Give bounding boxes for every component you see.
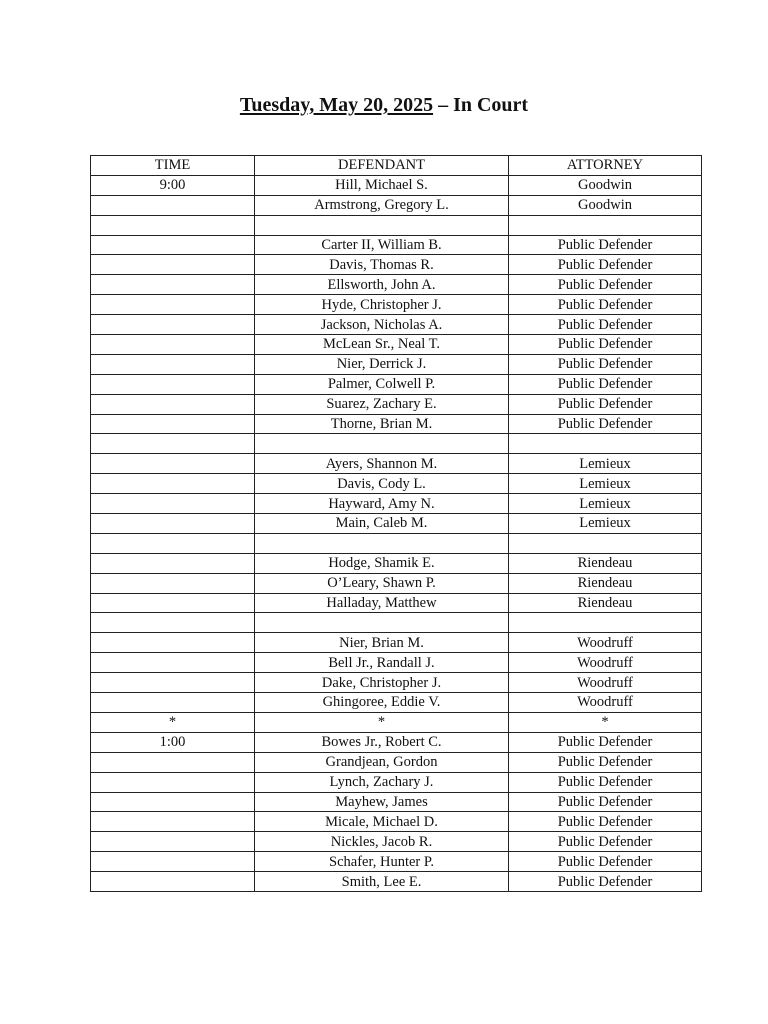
defendant-cell: Carter II, William B. bbox=[255, 235, 509, 255]
defendant-cell: McLean Sr., Neal T. bbox=[255, 335, 509, 355]
table-row bbox=[91, 474, 702, 494]
attorney-cell: Lemieux bbox=[509, 474, 702, 494]
table-row bbox=[91, 454, 702, 474]
table-row bbox=[91, 255, 702, 275]
attorney-cell: Public Defender bbox=[509, 335, 702, 355]
table-body bbox=[91, 175, 702, 891]
attorney-cell: Public Defender bbox=[509, 872, 702, 892]
table-row bbox=[91, 712, 702, 732]
attorney-cell: Public Defender bbox=[509, 235, 702, 255]
attorney-cell: Lemieux bbox=[509, 494, 702, 514]
table-row bbox=[91, 394, 702, 414]
column-header-defendant: DEFENDANT bbox=[255, 156, 509, 176]
attorney-cell bbox=[509, 613, 702, 633]
defendant-cell: Ellsworth, John A. bbox=[255, 275, 509, 295]
attorney-cell: Public Defender bbox=[509, 394, 702, 414]
attorney-cell: Public Defender bbox=[509, 255, 702, 275]
defendant-cell: Hodge, Shamik E. bbox=[255, 553, 509, 573]
defendant-cell: Hayward, Amy N. bbox=[255, 494, 509, 514]
table-row bbox=[91, 613, 702, 633]
time-cell bbox=[91, 593, 255, 613]
table-row bbox=[91, 494, 702, 514]
defendant-cell: Hyde, Christopher J. bbox=[255, 295, 509, 315]
time-cell bbox=[91, 374, 255, 394]
defendant-cell: Halladay, Matthew bbox=[255, 593, 509, 613]
table-row bbox=[91, 653, 702, 673]
time-cell bbox=[91, 752, 255, 772]
attorney-cell: Lemieux bbox=[509, 514, 702, 534]
attorney-cell: Public Defender bbox=[509, 732, 702, 752]
time-cell bbox=[91, 255, 255, 275]
time-cell bbox=[91, 235, 255, 255]
table-row bbox=[91, 533, 702, 553]
time-cell bbox=[91, 533, 255, 553]
attorney-cell: Woodruff bbox=[509, 653, 702, 673]
title-suffix: – In Court bbox=[433, 94, 529, 116]
time-cell bbox=[91, 474, 255, 494]
time-cell bbox=[91, 553, 255, 573]
time-cell bbox=[91, 514, 255, 534]
defendant-cell: Ghingoree, Eddie V. bbox=[255, 693, 509, 713]
defendant-cell: Smith, Lee E. bbox=[255, 872, 509, 892]
attorney-cell: Woodruff bbox=[509, 693, 702, 713]
time-cell bbox=[91, 633, 255, 653]
time-cell bbox=[91, 812, 255, 832]
time-cell bbox=[91, 852, 255, 872]
table-row bbox=[91, 852, 702, 872]
column-header-attorney: ATTORNEY bbox=[509, 156, 702, 176]
defendant-cell: * bbox=[255, 712, 509, 732]
table-row bbox=[91, 175, 702, 195]
attorney-cell: * bbox=[509, 712, 702, 732]
time-cell bbox=[91, 772, 255, 792]
table-row bbox=[91, 812, 702, 832]
defendant-cell: Schafer, Hunter P. bbox=[255, 852, 509, 872]
defendant-cell: Dake, Christopher J. bbox=[255, 673, 509, 693]
defendant-cell: Micale, Michael D. bbox=[255, 812, 509, 832]
attorney-cell: Public Defender bbox=[509, 812, 702, 832]
time-cell bbox=[91, 832, 255, 852]
court-docket-table bbox=[90, 155, 702, 892]
table-row bbox=[91, 235, 702, 255]
table-row bbox=[91, 673, 702, 693]
defendant-cell: Nier, Brian M. bbox=[255, 633, 509, 653]
table-row bbox=[91, 215, 702, 235]
table-row bbox=[91, 354, 702, 374]
defendant-cell: Nier, Derrick J. bbox=[255, 354, 509, 374]
table-row bbox=[91, 752, 702, 772]
table-row bbox=[91, 573, 702, 593]
defendant-cell bbox=[255, 434, 509, 454]
time-cell bbox=[91, 354, 255, 374]
table-row bbox=[91, 295, 702, 315]
attorney-cell: Goodwin bbox=[509, 175, 702, 195]
time-cell: 1:00 bbox=[91, 732, 255, 752]
defendant-cell: Jackson, Nicholas A. bbox=[255, 315, 509, 335]
time-cell bbox=[91, 315, 255, 335]
table-row bbox=[91, 514, 702, 534]
time-cell bbox=[91, 653, 255, 673]
time-cell bbox=[91, 573, 255, 593]
table-row bbox=[91, 434, 702, 454]
defendant-cell bbox=[255, 533, 509, 553]
attorney-cell: Public Defender bbox=[509, 275, 702, 295]
defendant-cell: Armstrong, Gregory L. bbox=[255, 195, 509, 215]
time-cell bbox=[91, 454, 255, 474]
defendant-cell: Nickles, Jacob R. bbox=[255, 832, 509, 852]
attorney-cell bbox=[509, 215, 702, 235]
time-cell bbox=[91, 394, 255, 414]
attorney-cell: Public Defender bbox=[509, 852, 702, 872]
table-row bbox=[91, 195, 702, 215]
defendant-cell: Lynch, Zachary J. bbox=[255, 772, 509, 792]
time-cell bbox=[91, 295, 255, 315]
attorney-cell: Public Defender bbox=[509, 752, 702, 772]
page-title bbox=[0, 92, 768, 118]
table-row bbox=[91, 872, 702, 892]
column-header-time: TIME bbox=[91, 156, 255, 176]
time-cell bbox=[91, 195, 255, 215]
defendant-cell: Suarez, Zachary E. bbox=[255, 394, 509, 414]
defendant-cell: Bowes Jr., Robert C. bbox=[255, 732, 509, 752]
table-row bbox=[91, 315, 702, 335]
table-row bbox=[91, 553, 702, 573]
attorney-cell: Public Defender bbox=[509, 374, 702, 394]
attorney-cell: Riendeau bbox=[509, 593, 702, 613]
time-cell bbox=[91, 335, 255, 355]
table-row bbox=[91, 335, 702, 355]
time-cell bbox=[91, 434, 255, 454]
time-cell bbox=[91, 792, 255, 812]
attorney-cell: Lemieux bbox=[509, 454, 702, 474]
table-row bbox=[91, 414, 702, 434]
defendant-cell: O’Leary, Shawn P. bbox=[255, 573, 509, 593]
defendant-cell bbox=[255, 613, 509, 633]
time-cell bbox=[91, 613, 255, 633]
attorney-cell: Riendeau bbox=[509, 573, 702, 593]
table-row bbox=[91, 275, 702, 295]
defendant-cell bbox=[255, 215, 509, 235]
header-row bbox=[91, 156, 702, 176]
table-row bbox=[91, 593, 702, 613]
attorney-cell bbox=[509, 533, 702, 553]
table-row bbox=[91, 832, 702, 852]
defendant-cell: Mayhew, James bbox=[255, 792, 509, 812]
defendant-cell: Davis, Cody L. bbox=[255, 474, 509, 494]
attorney-cell: Woodruff bbox=[509, 673, 702, 693]
attorney-cell: Goodwin bbox=[509, 195, 702, 215]
table-row bbox=[91, 732, 702, 752]
defendant-cell: Ayers, Shannon M. bbox=[255, 454, 509, 474]
attorney-cell: Woodruff bbox=[509, 633, 702, 653]
defendant-cell: Palmer, Colwell P. bbox=[255, 374, 509, 394]
table-row bbox=[91, 374, 702, 394]
defendant-cell: Main, Caleb M. bbox=[255, 514, 509, 534]
time-cell bbox=[91, 414, 255, 434]
table-row bbox=[91, 693, 702, 713]
attorney-cell: Public Defender bbox=[509, 772, 702, 792]
attorney-cell: Public Defender bbox=[509, 354, 702, 374]
time-cell bbox=[91, 673, 255, 693]
table-header bbox=[91, 156, 702, 176]
defendant-cell: Grandjean, Gordon bbox=[255, 752, 509, 772]
defendant-cell: Hill, Michael S. bbox=[255, 175, 509, 195]
time-cell bbox=[91, 693, 255, 713]
table-row bbox=[91, 633, 702, 653]
table-row bbox=[91, 792, 702, 812]
attorney-cell bbox=[509, 434, 702, 454]
time-cell bbox=[91, 494, 255, 514]
attorney-cell: Public Defender bbox=[509, 295, 702, 315]
title-date: Tuesday, May 20, 2025 bbox=[239, 94, 434, 116]
table-row bbox=[91, 772, 702, 792]
time-cell: 9:00 bbox=[91, 175, 255, 195]
attorney-cell: Riendeau bbox=[509, 553, 702, 573]
time-cell bbox=[91, 215, 255, 235]
time-cell bbox=[91, 275, 255, 295]
attorney-cell: Public Defender bbox=[509, 414, 702, 434]
time-cell bbox=[91, 872, 255, 892]
attorney-cell: Public Defender bbox=[509, 832, 702, 852]
defendant-cell: Bell Jr., Randall J. bbox=[255, 653, 509, 673]
defendant-cell: Davis, Thomas R. bbox=[255, 255, 509, 275]
attorney-cell: Public Defender bbox=[509, 792, 702, 812]
attorney-cell: Public Defender bbox=[509, 315, 702, 335]
defendant-cell: Thorne, Brian M. bbox=[255, 414, 509, 434]
time-cell: * bbox=[91, 712, 255, 732]
